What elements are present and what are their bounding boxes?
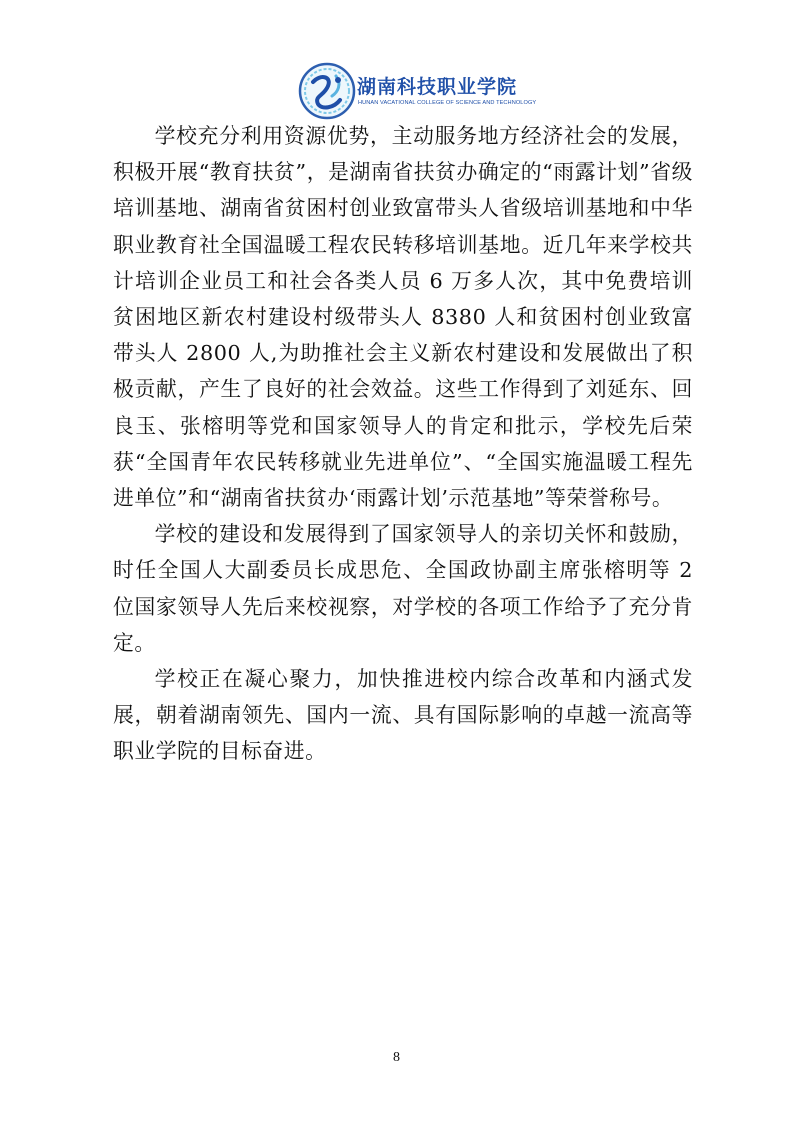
body-paragraph: 学校的建设和发展得到了国家领导人的亲切关怀和鼓励，时任全国人大副委员长成思危、全国政协副主席张榕明等 2 位国家领导人先后来校视察，对学校的各项工作给予了充分肯定。 <box>113 522 693 655</box>
school-name: 湖南科技职业学院 <box>357 76 518 98</box>
document-body <box>113 118 693 770</box>
body-paragraph: 学校正在凝心聚力，加快推进校内综合改革和内涵式发展，朝着湖南领先、国内一流、具有国际影响的卓越一流高等职业学院的目标奋进。 <box>113 667 693 764</box>
page-number: 8 <box>393 1050 400 1065</box>
school-name-english: HUNAN VACATIONAL COLLEGE OF SCIENCE AND TECHNOLOGY <box>358 100 537 106</box>
body-paragraph: 学校充分利用资源优势，主动服务地方经济社会的发展，积极开展“教育扶贫”，是湖南省扶贫办确定的“雨露计划”省级培训基地、湖南省贫困村创业致富带头人省级培训基地和中华职业教育社全国温暖工程农民转移培训基地。近几年来学校共计培训企业员工和社会各类人员 6 万多人次，其中免费培训贫困地区新农村建设村级带头人 8380 人和贫困村创业致富带头人 2800 人,为助推社会主义新农村建设和发展做出了积极贡献，产生了良好的社会效益。这些工作得到了刘延东、回良玉、张榕明等党和国家领导人的肯定和批示，学校先后荣获“全国青年农民转移就业先进单位”、“全国实施温暖工程先进单位”和“湖南省扶贫办‘雨露计划’示范基地”等荣誉称号。 <box>113 124 693 511</box>
school-logo-icon <box>298 62 356 120</box>
